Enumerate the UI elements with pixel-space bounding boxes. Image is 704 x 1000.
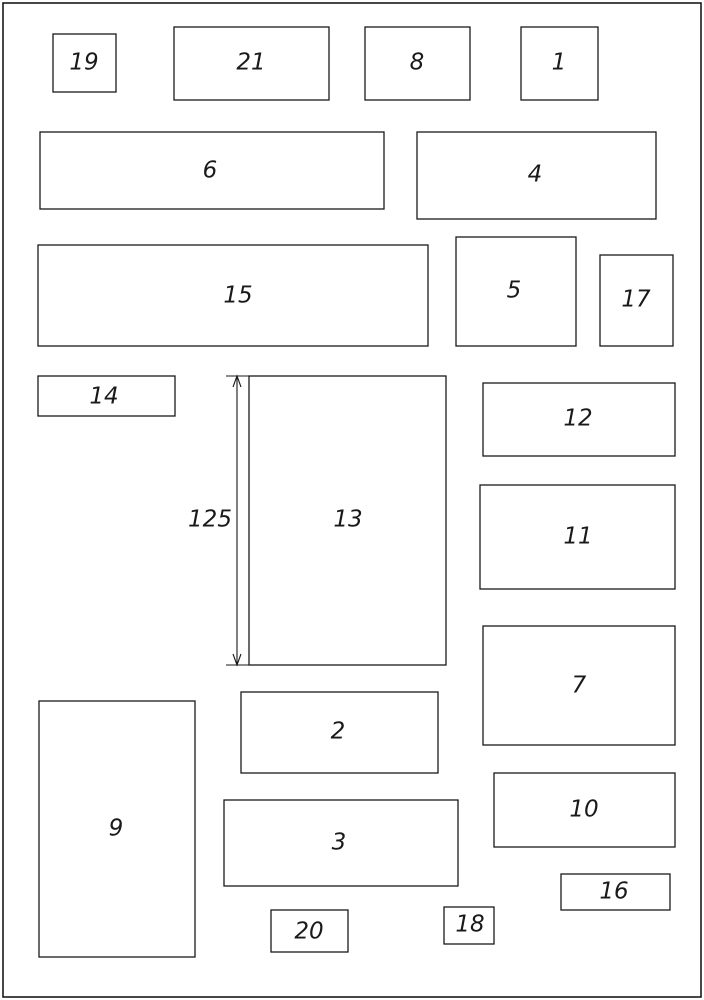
box-1 [521, 27, 598, 100]
box-19 [53, 34, 116, 92]
box-9 [39, 701, 195, 957]
box-7 [483, 626, 675, 745]
box-2-label: 2 [330, 718, 346, 745]
box-8 [365, 27, 470, 100]
box-14 [38, 376, 175, 416]
box-21-label: 21 [236, 49, 266, 76]
box-17-label: 17 [621, 286, 651, 313]
box-16-label: 16 [599, 878, 629, 905]
box-12-label: 12 [563, 405, 593, 432]
box-6 [40, 132, 384, 209]
box-10 [494, 773, 675, 847]
box-5 [456, 237, 576, 346]
box-11 [480, 485, 675, 589]
box-15 [38, 245, 428, 346]
box-8-label: 8 [409, 49, 425, 76]
box-1-label: 1 [551, 49, 567, 76]
box-9-label: 9 [108, 815, 124, 842]
box-20-label: 20 [294, 918, 324, 945]
box-6-label: 6 [202, 157, 218, 184]
dimension-125 [188, 376, 249, 665]
box-10-label: 10 [569, 796, 599, 823]
box-7-label: 7 [571, 672, 587, 699]
box-17 [600, 255, 673, 346]
box-5-label: 5 [506, 277, 522, 304]
box-4 [417, 132, 656, 219]
box-3 [224, 800, 458, 886]
box-15-label: 15 [223, 282, 253, 309]
box-13-label: 13 [333, 506, 363, 533]
box-3-label: 3 [331, 829, 347, 856]
box-18-label: 18 [455, 911, 485, 938]
dimension-value: 125 [188, 506, 232, 533]
box-11-label: 11 [563, 523, 593, 550]
box-20 [271, 910, 348, 952]
box-18 [444, 907, 494, 944]
box-13 [249, 376, 446, 665]
box-21 [174, 27, 329, 100]
box-4-label: 4 [527, 161, 543, 188]
box-19-label: 19 [69, 49, 99, 76]
box-14-label: 14 [89, 383, 119, 410]
box-2 [241, 692, 438, 773]
box-12 [483, 383, 675, 456]
box-16 [561, 874, 670, 910]
